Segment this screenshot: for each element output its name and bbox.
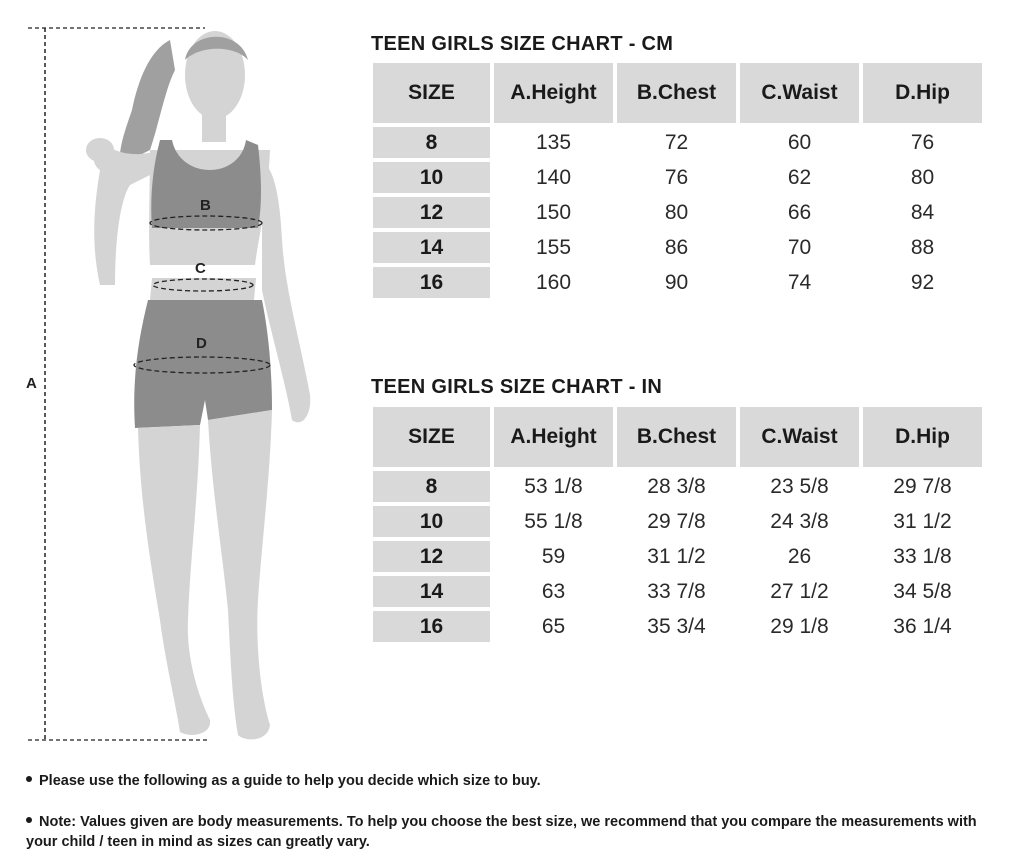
table-row [373, 471, 982, 502]
size-cell: 8 [373, 127, 490, 158]
hand-shape [86, 138, 114, 162]
bullet-icon [26, 817, 32, 823]
table-header-row [373, 407, 982, 467]
table-row [373, 267, 982, 298]
height-cell: 135 [535, 130, 572, 154]
label-a: A [26, 375, 37, 392]
waist-cell: 27 1/2 [770, 579, 829, 603]
chest-cell: 76 [664, 165, 689, 189]
label-c: C [195, 260, 206, 277]
waist-cell: 62 [787, 165, 812, 189]
header-size: SIZE [373, 63, 490, 123]
size-cell: 14 [373, 576, 490, 607]
size-cell: 10 [373, 162, 490, 193]
hip-cell: 80 [910, 165, 935, 189]
table-row [373, 611, 982, 642]
table-row [373, 162, 982, 193]
label-d: D [196, 335, 207, 352]
measurement-note-text: Note: Values given are body measurements. To help you choose the best size, we recommend that you compare the measurements with your child / teen in mind as sizes can greatly vary. [26, 814, 977, 850]
height-cell: 150 [535, 200, 572, 224]
height-cell: 55 1/8 [524, 509, 583, 533]
waist-cell: 60 [787, 130, 812, 154]
hip-cell: 33 1/8 [893, 544, 952, 568]
chest-cell: 86 [664, 235, 689, 259]
hip-cell: 92 [910, 270, 935, 294]
waist-cell: 23 5/8 [770, 474, 829, 498]
height-cell: 160 [535, 270, 572, 294]
waist-cell: 74 [787, 270, 812, 294]
hip-cell: 34 5/8 [893, 579, 952, 603]
waist-cell: 70 [787, 235, 812, 259]
header-chest: B.Chest [617, 63, 736, 123]
chest-cell: 28 3/8 [647, 474, 706, 498]
right-leg-shape [208, 410, 272, 739]
height-cell: 63 [541, 579, 566, 603]
header-waist: C.Waist [740, 407, 859, 467]
header-waist: C.Waist [740, 63, 859, 123]
label-b: B [200, 197, 211, 214]
cm-size-table [369, 59, 986, 302]
header-hip: D.Hip [863, 407, 982, 467]
neck-shape [202, 112, 226, 142]
table-header-row [373, 63, 982, 123]
hip-cell: 88 [910, 235, 935, 259]
guide-note [26, 771, 541, 791]
hip-cell: 29 7/8 [893, 474, 952, 498]
chest-cell: 90 [664, 270, 689, 294]
size-cell: 14 [373, 232, 490, 263]
chest-cell: 31 1/2 [647, 544, 706, 568]
guide-note-text: Please use the following as a guide to help you decide which size to buy. [39, 773, 541, 789]
header-hip: D.Hip [863, 63, 982, 123]
hip-cell: 76 [910, 130, 935, 154]
waist-cell: 29 1/8 [770, 614, 829, 638]
chest-cell: 29 7/8 [647, 509, 706, 533]
height-cell: 53 1/8 [524, 474, 583, 498]
table-row [373, 506, 982, 537]
chest-cell: 72 [664, 130, 689, 154]
table-row [373, 541, 982, 572]
figure-illustration [0, 0, 360, 760]
size-cell: 16 [373, 611, 490, 642]
cm-chart-title: TEEN GIRLS SIZE CHART - CM [371, 33, 674, 55]
header-height: A.Height [494, 63, 613, 123]
size-cell: 16 [373, 267, 490, 298]
size-cell: 8 [373, 471, 490, 502]
waist-cell: 26 [787, 544, 812, 568]
header-height: A.Height [494, 407, 613, 467]
hip-cell: 84 [910, 200, 935, 224]
table-row [373, 197, 982, 228]
waist-cell: 24 3/8 [770, 509, 829, 533]
measurement-note [26, 812, 986, 852]
size-cell: 10 [373, 506, 490, 537]
header-size: SIZE [373, 407, 490, 467]
height-cell: 155 [535, 235, 572, 259]
hip-cell: 31 1/2 [893, 509, 952, 533]
size-cell: 12 [373, 197, 490, 228]
height-cell: 59 [541, 544, 566, 568]
shorts-shape [134, 300, 272, 428]
bullet-icon [26, 776, 32, 782]
chest-cell: 33 7/8 [647, 579, 706, 603]
height-cell: 65 [541, 614, 566, 638]
table-row [373, 576, 982, 607]
size-cell: 12 [373, 541, 490, 572]
hip-cell: 36 1/4 [893, 614, 952, 638]
in-chart-title: TEEN GIRLS SIZE CHART - IN [371, 376, 663, 398]
in-size-table [369, 403, 986, 646]
table-row [373, 232, 982, 263]
chest-cell: 80 [664, 200, 689, 224]
table-row [373, 127, 982, 158]
chest-cell: 35 3/4 [647, 614, 706, 638]
header-chest: B.Chest [617, 407, 736, 467]
left-leg-shape [138, 425, 210, 735]
waist-cell: 66 [787, 200, 812, 224]
height-cell: 140 [535, 165, 572, 189]
